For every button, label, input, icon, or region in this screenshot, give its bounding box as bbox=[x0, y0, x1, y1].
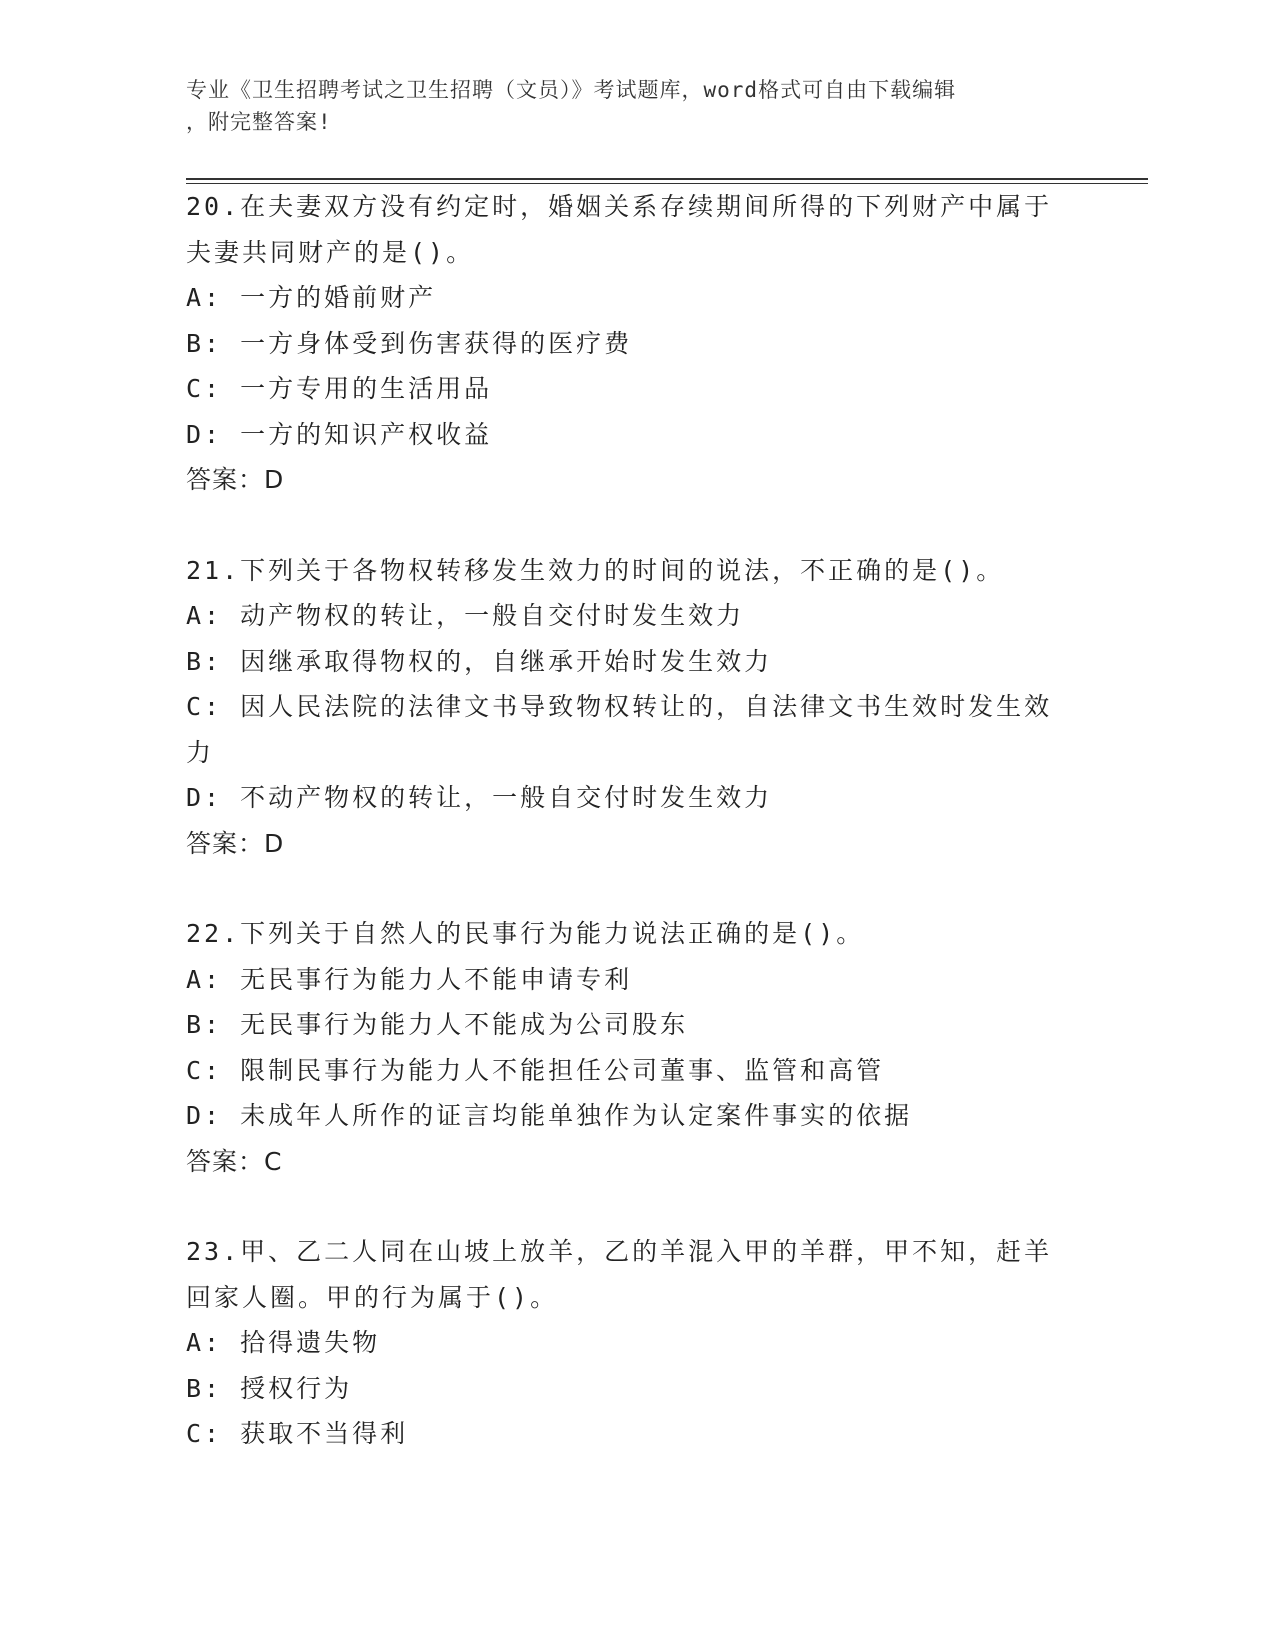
option-c: C: 获取不当得利 bbox=[186, 1419, 409, 1448]
option-c: C: 因人民法院的法律文书导致物权转让的，自法律文书生效时发生效 bbox=[186, 692, 1053, 721]
option-d: D: 未成年人所作的证言均能单独作为认定案件事实的依据 bbox=[186, 1101, 913, 1130]
document-header bbox=[186, 74, 1066, 138]
option-a: A: 动产物权的转让，一般自交付时发生效力 bbox=[186, 601, 745, 630]
answer-text: 答案：C bbox=[186, 1146, 283, 1176]
question-stem-line: 21.下列关于各物权转移发生效力的时间的说法，不正确的是()。 bbox=[186, 555, 1005, 585]
option-a: A: 拾得遗失物 bbox=[186, 1328, 381, 1357]
question-list bbox=[186, 184, 1086, 1502]
question-stem-line: 夫妻共同财产的是()。 bbox=[186, 237, 475, 267]
header-divider-thick bbox=[186, 178, 1148, 180]
option-b: B: 一方身体受到伤害获得的医疗费 bbox=[186, 328, 633, 358]
question-21 bbox=[186, 548, 1086, 867]
question-20 bbox=[186, 184, 1086, 503]
question-stem-line: 回家人圈。甲的行为属于()。 bbox=[186, 1282, 559, 1312]
option-a: A: 无民事行为能力人不能申请专利 bbox=[186, 964, 633, 994]
option-c: C: 一方专用的生活用品 bbox=[186, 374, 493, 403]
option-b: B: 因继承取得物权的，自继承开始时发生效力 bbox=[186, 646, 773, 676]
question-23 bbox=[186, 1229, 1086, 1457]
option-b: B: 授权行为 bbox=[186, 1373, 353, 1403]
option-b: B: 无民事行为能力人不能成为公司股东 bbox=[186, 1010, 689, 1039]
option-c: C: 限制民事行为能力人不能担任公司董事、监管和高管 bbox=[186, 1055, 885, 1085]
option-c-continued: 力 bbox=[186, 737, 215, 767]
question-22 bbox=[186, 911, 1086, 1184]
header-line-2: ，附完整答案! bbox=[186, 110, 332, 134]
answer-text: 答案：D bbox=[186, 828, 285, 858]
question-stem-line: 20.在夫妻双方没有约定时，婚姻关系存续期间所得的下列财产中属于 bbox=[186, 192, 1053, 221]
option-d: D: 不动产物权的转让，一般自交付时发生效力 bbox=[186, 783, 773, 812]
header-line-1: 专业《卫生招聘考试之卫生招聘（文员）》考试题库，word格式可自由下载编辑 bbox=[186, 78, 957, 102]
question-stem-line: 23.甲、乙二人同在山坡上放羊，乙的羊混入甲的羊群，甲不知，赶羊 bbox=[186, 1237, 1053, 1266]
option-a: A: 一方的婚前财产 bbox=[186, 283, 437, 312]
option-d: D: 一方的知识产权收益 bbox=[186, 419, 493, 449]
answer-text: 答案：D bbox=[186, 465, 285, 494]
question-stem-line: 22.下列关于自然人的民事行为能力说法正确的是()。 bbox=[186, 919, 865, 948]
